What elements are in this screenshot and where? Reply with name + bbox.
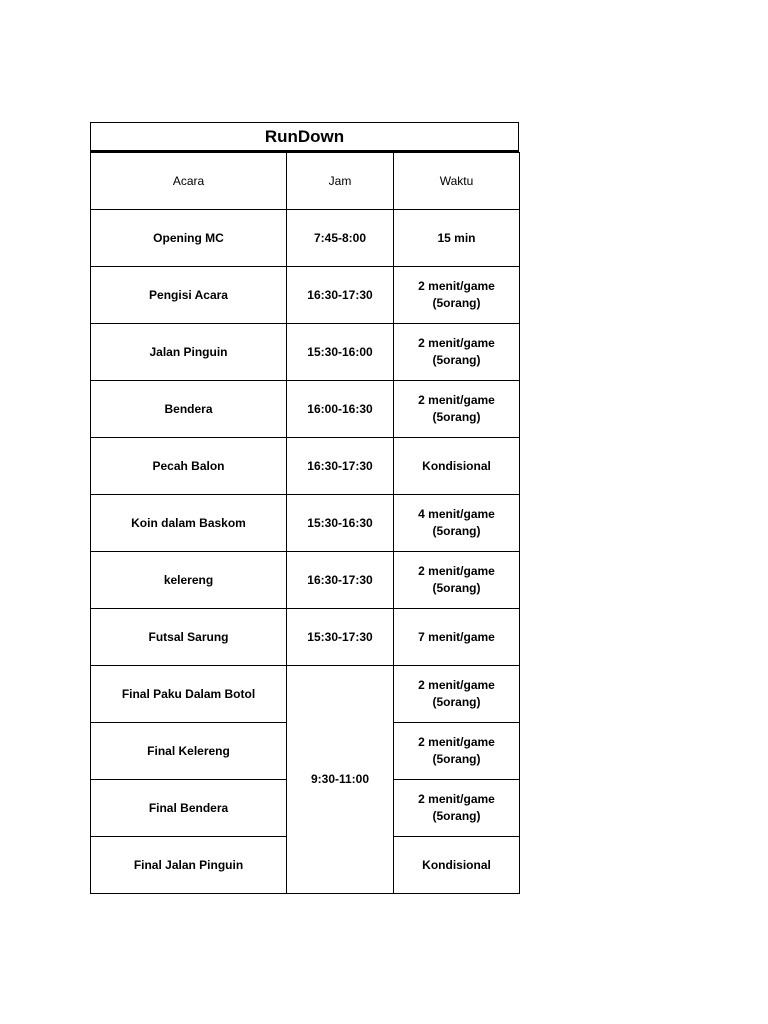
jam-cell: 16:30-17:30 bbox=[287, 438, 394, 495]
waktu-line: (5orang) bbox=[432, 524, 481, 538]
waktu-line: 2 menit/game bbox=[418, 564, 495, 578]
jam-cell: 16:30-17:30 bbox=[287, 552, 394, 609]
table-row bbox=[91, 495, 520, 552]
waktu-cell bbox=[394, 837, 520, 894]
header-row bbox=[91, 153, 520, 210]
table-row bbox=[91, 210, 520, 267]
waktu-line: 2 menit/game bbox=[418, 735, 495, 749]
waktu-line: 2 menit/game bbox=[418, 279, 495, 293]
table-row bbox=[91, 609, 520, 666]
jam-cell: 16:30-17:30 bbox=[287, 267, 394, 324]
final-jam-cell: 9:30-11:00 bbox=[287, 666, 394, 894]
document-title: RunDown bbox=[90, 122, 519, 152]
rundown-table-body bbox=[91, 153, 520, 894]
waktu-line: (5orang) bbox=[432, 752, 481, 766]
column-header-jam: Jam bbox=[287, 153, 394, 210]
rundown-sheet bbox=[90, 122, 519, 894]
acara-cell: Futsal Sarung bbox=[91, 609, 287, 666]
waktu-cell bbox=[394, 609, 520, 666]
table-row bbox=[91, 438, 520, 495]
table-row bbox=[91, 552, 520, 609]
column-header-acara: Acara bbox=[91, 153, 287, 210]
jam-cell: 7:45-8:00 bbox=[287, 210, 394, 267]
waktu-cell bbox=[394, 495, 520, 552]
waktu-cell bbox=[394, 267, 520, 324]
waktu-line: Kondisional bbox=[422, 458, 491, 473]
waktu-cell bbox=[394, 666, 520, 723]
waktu-line: (5orang) bbox=[432, 353, 481, 367]
waktu-cell bbox=[394, 723, 520, 780]
waktu-line: (5orang) bbox=[432, 296, 481, 310]
table-row bbox=[91, 267, 520, 324]
waktu-cell bbox=[394, 438, 520, 495]
waktu-line: Kondisional bbox=[422, 857, 491, 872]
jam-cell: 16:00-16:30 bbox=[287, 381, 394, 438]
waktu-cell bbox=[394, 381, 520, 438]
acara-cell: Final Paku Dalam Botol bbox=[91, 666, 287, 723]
waktu-line: 15 min bbox=[437, 230, 476, 245]
acara-cell: Pengisi Acara bbox=[91, 267, 287, 324]
waktu-line: (5orang) bbox=[432, 695, 481, 709]
waktu-line: 2 menit/game bbox=[418, 336, 495, 350]
jam-cell: 15:30-16:30 bbox=[287, 495, 394, 552]
waktu-line: 2 menit/game bbox=[418, 393, 495, 407]
acara-cell: Final Jalan Pinguin bbox=[91, 837, 287, 894]
acara-cell: Koin dalam Baskom bbox=[91, 495, 287, 552]
jam-cell: 15:30-17:30 bbox=[287, 609, 394, 666]
table-row bbox=[91, 381, 520, 438]
waktu-line: (5orang) bbox=[432, 809, 481, 823]
final-table-row bbox=[91, 666, 520, 723]
waktu-cell bbox=[394, 780, 520, 837]
waktu-line: 4 menit/game bbox=[418, 507, 495, 521]
column-header-waktu: Waktu bbox=[394, 153, 520, 210]
acara-cell: Final Bendera bbox=[91, 780, 287, 837]
rundown-table bbox=[90, 152, 520, 894]
acara-cell: Opening MC bbox=[91, 210, 287, 267]
waktu-line: (5orang) bbox=[432, 581, 481, 595]
waktu-line: (5orang) bbox=[432, 410, 481, 424]
table-row bbox=[91, 324, 520, 381]
waktu-line: 7 menit/game bbox=[418, 629, 495, 644]
waktu-cell bbox=[394, 324, 520, 381]
waktu-line: 2 menit/game bbox=[418, 678, 495, 692]
acara-cell: kelereng bbox=[91, 552, 287, 609]
acara-cell: Bendera bbox=[91, 381, 287, 438]
waktu-cell bbox=[394, 552, 520, 609]
waktu-cell bbox=[394, 210, 520, 267]
jam-cell: 15:30-16:00 bbox=[287, 324, 394, 381]
acara-cell: Final Kelereng bbox=[91, 723, 287, 780]
waktu-line: 2 menit/game bbox=[418, 792, 495, 806]
acara-cell: Pecah Balon bbox=[91, 438, 287, 495]
acara-cell: Jalan Pinguin bbox=[91, 324, 287, 381]
